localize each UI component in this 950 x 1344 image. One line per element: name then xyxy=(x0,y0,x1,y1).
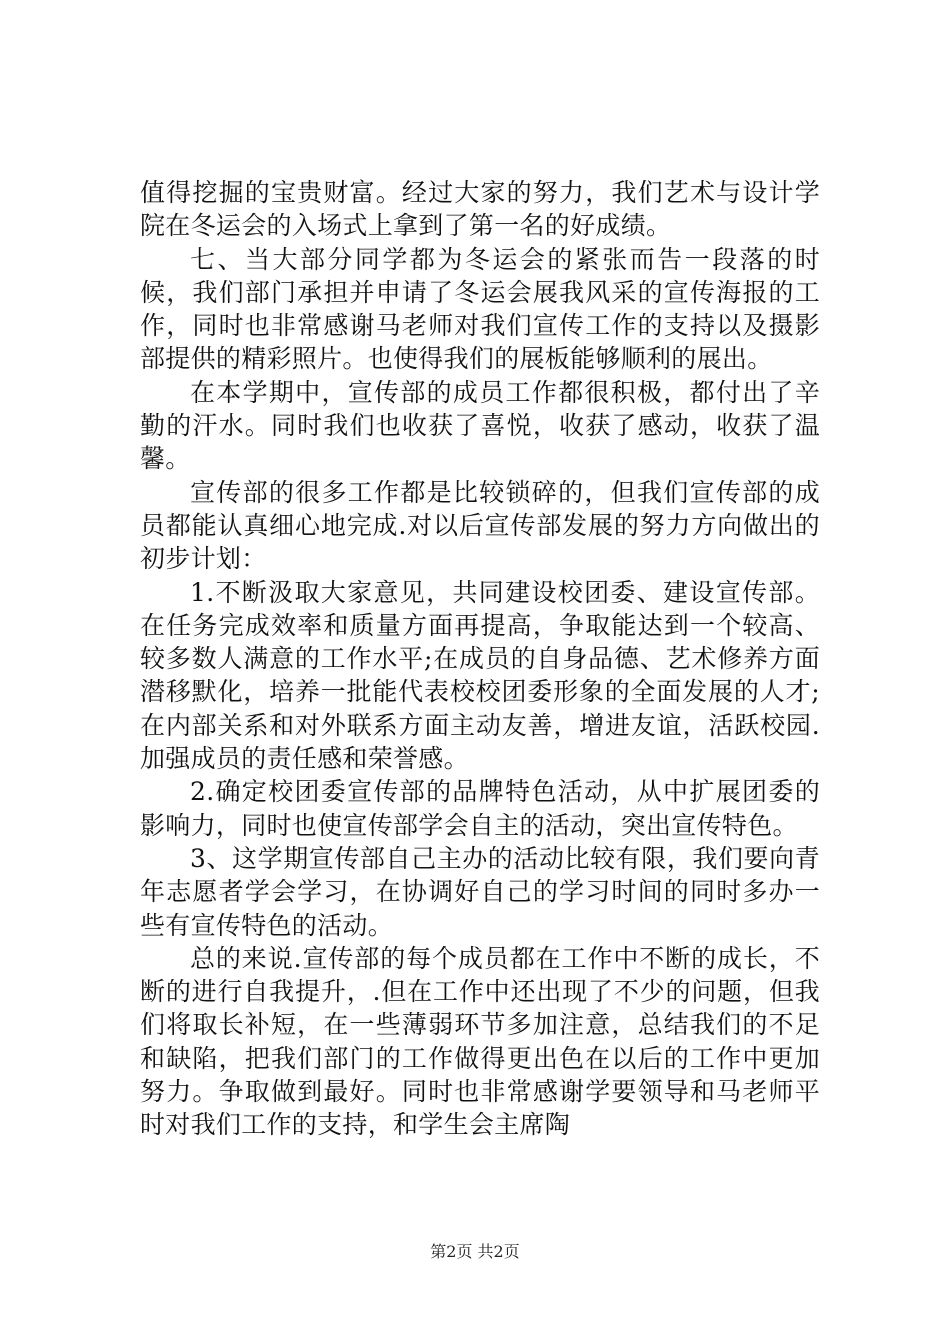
paragraph-plan-intro: 宣传部的很多工作都是比较锁碎的，但我们宣传部的成员都能认真细心地完成.对以后宣传部发展的努力方向做出的初步计划： xyxy=(140,477,820,574)
paragraph-semester-summary: 在本学期中，宣传部的成员工作都很积极，都付出了辛勤的汗水。同时我们也收获了喜悦，收获了感动，收获了温馨。 xyxy=(140,377,820,474)
page-footer: 第2页 共2页 xyxy=(430,1242,520,1261)
paragraph-seven: 七、当大部分同学都为冬运会的紧张而告一段落的时候，我们部门承担并申请了冬运会展我风采的宣传海报的工作，同时也非常感谢马老师对我们宣传工作的支持以及摄影部提供的精彩照片。也使得我们的展板能够顺利的展出。 xyxy=(140,244,820,374)
paragraph-conclusion: 总的来说.宣传部的每个成员都在工作中不断的成长，不断的进行自我提升，.但在工作中还出现了不少的问题，但我们将取长补短，在一些薄弱环节多加注意，总结我们的不足和缺陷，把我们部门的工作做得更出色在以后的工作中更加努力。争取做到最好。同时也非常感谢学要领导和马老师平时对我们工作的支持，和学生会主席陶 xyxy=(140,943,820,1140)
paragraph-plan-item-3: 3、这学期宣传部自己主办的活动比较有限，我们要向青年志愿者学会学习，在协调好自己的学习时间的同时多办一些有宣传特色的活动。 xyxy=(140,843,820,940)
paragraph-plan-item-1: 1.不断汲取大家意见，共同建设校团委、建设宣传部。在任务完成效率和质量方面再提高，争取能达到一个较高、较多数人满意的工作水平;在成员的自身品德、艺术修养方面潜移默化，培养一批能代表校校团委形象的全面发展的人才;在内部关系和对外联系方面主动友善，增进友谊，活跃校园.加强成员的责任感和荣誉感。 xyxy=(140,577,820,774)
paragraph-continued: 值得挖掘的宝贵财富。经过大家的努力，我们艺术与设计学院在冬运会的入场式上拿到了第一名的好成绩。 xyxy=(140,178,820,241)
paragraph-plan-item-2: 2.确定校团委宣传部的品牌特色活动，从中扩展团委的影响力，同时也使宣传部学会自主的活动，突出宣传特色。 xyxy=(140,777,820,840)
document-body xyxy=(140,176,820,1142)
